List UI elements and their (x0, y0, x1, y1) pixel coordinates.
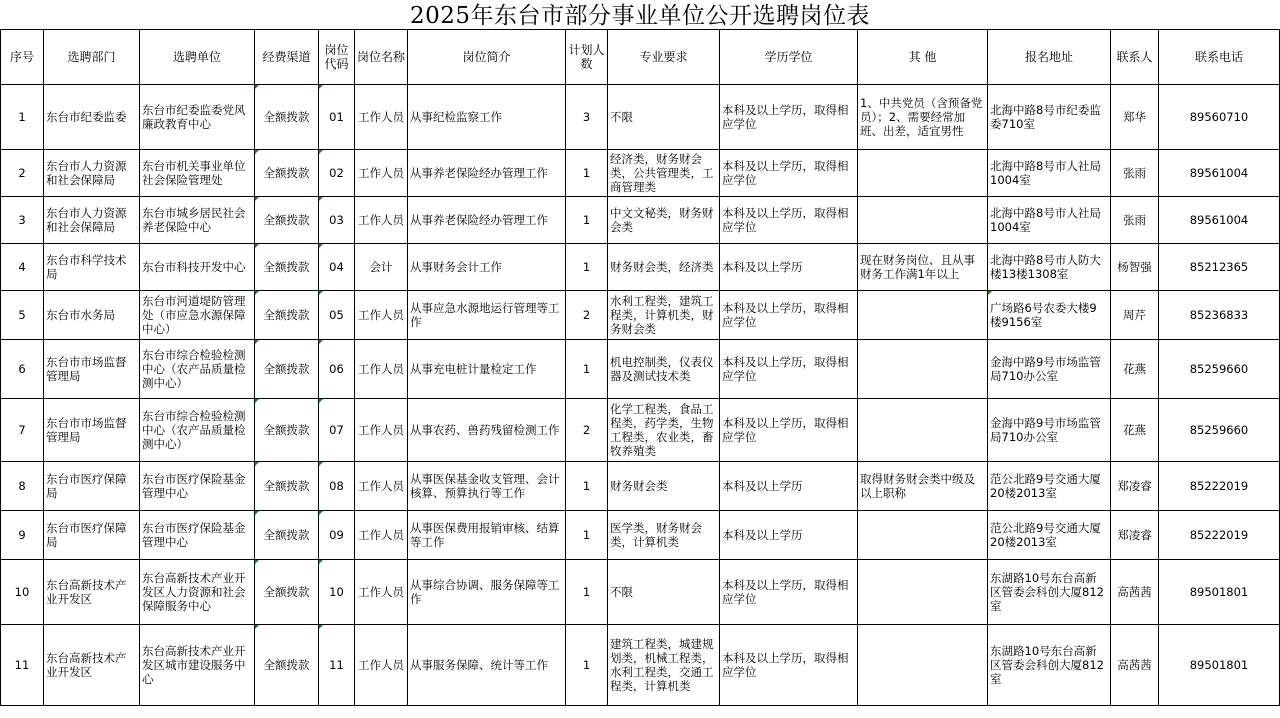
cell-intro: 从事农药、兽药残留检测工作 (408, 399, 566, 462)
cell-addr: 北海中路8号市人社局1004室 (988, 150, 1111, 197)
table-row (1, 340, 1280, 399)
cell-major: 化学工程类，食品工程类，药学类，生物工程类，农业类，畜牧养殖类 (608, 399, 720, 462)
cell-contact: 郑凌睿 (1111, 511, 1159, 560)
cell-unit: 东台市医疗保险基金管理中心 (140, 462, 255, 511)
cell-intro: 从事财务会计工作 (408, 244, 566, 291)
cell-post: 工作人员 (355, 511, 408, 560)
cell-fund: 全额拨款 (255, 560, 319, 625)
cell-phone: 89561004 (1159, 150, 1280, 197)
cell-major: 财务财会类 (608, 462, 720, 511)
cell-unit: 东台高新技术产业开发区城市建设服务中心 (140, 625, 255, 706)
cell-code: 03 (319, 197, 355, 244)
cell-post: 工作人员 (355, 85, 408, 150)
table-row (1, 150, 1280, 197)
cell-unit: 东台市医疗保险基金管理中心 (140, 511, 255, 560)
cell-num: 1 (566, 244, 608, 291)
cell-code: 08 (319, 462, 355, 511)
cell-code: 07 (319, 399, 355, 462)
cell-contact: 杨智强 (1111, 244, 1159, 291)
cell-fund: 全额拨款 (255, 340, 319, 399)
header-cell: 计划人数 (566, 30, 608, 85)
cell-unit: 东台市纪委监委党风廉政教育中心 (140, 85, 255, 150)
cell-intro: 从事充电桩计量检定工作 (408, 340, 566, 399)
cell-major: 中文文秘类，财务财会类 (608, 197, 720, 244)
cell-num: 1 (566, 511, 608, 560)
cell-contact: 高茜茜 (1111, 560, 1159, 625)
cell-edu: 本科及以上学历，取得相应学位 (720, 150, 858, 197)
cell-addr: 东湖路10号东台高新区管委会科创大厦812室 (988, 560, 1111, 625)
page-title: 2025年东台市部分事业单位公开选聘岗位表 (409, 3, 871, 29)
cell-phone: 89501801 (1159, 560, 1280, 625)
cell-dept: 东台高新技术产业开发区 (44, 625, 140, 706)
cell-addr: 北海中路8号市人社局1004室 (988, 197, 1111, 244)
cell-intro: 从事综合协调、服务保障等工作 (408, 560, 566, 625)
cell-unit: 东台市河道堤防管理处（市应急水源保障中心） (140, 291, 255, 340)
cell-contact: 高茜茜 (1111, 625, 1159, 706)
cell-fund: 全额拨款 (255, 197, 319, 244)
cell-intro: 从事纪检监察工作 (408, 85, 566, 150)
cell-phone: 85222019 (1159, 462, 1280, 511)
cell-dept: 东台市医疗保障局 (44, 462, 140, 511)
cell-post: 工作人员 (355, 340, 408, 399)
cell-major: 财务财会类，经济类 (608, 244, 720, 291)
cell-major: 不限 (608, 560, 720, 625)
cell-dept: 东台市人力资源和社会保障局 (44, 197, 140, 244)
cell-dept: 东台市科学技术局 (44, 244, 140, 291)
cell-other (858, 291, 988, 340)
cell-no: 3 (1, 197, 44, 244)
cell-phone: 89561004 (1159, 197, 1280, 244)
cell-other (858, 150, 988, 197)
table-row (1, 85, 1280, 150)
cell-unit: 东台市城乡居民社会养老保险中心 (140, 197, 255, 244)
cell-addr: 广场路6号农委大楼9楼9156室 (988, 291, 1111, 340)
cell-code: 02 (319, 150, 355, 197)
header-cell: 经费渠道 (255, 30, 319, 85)
cell-phone: 85212365 (1159, 244, 1280, 291)
cell-contact: 花燕 (1111, 340, 1159, 399)
table-row (1, 399, 1280, 462)
cell-intro: 从事养老保险经办管理工作 (408, 150, 566, 197)
cell-phone: 85259660 (1159, 340, 1280, 399)
header-cell: 岗位代码 (319, 30, 355, 85)
cell-num: 3 (566, 85, 608, 150)
table-row (1, 291, 1280, 340)
cell-addr: 金海中路9号市场监管局710办公室 (988, 340, 1111, 399)
cell-fund: 全额拨款 (255, 244, 319, 291)
cell-dept: 东台市医疗保障局 (44, 511, 140, 560)
cell-contact: 张雨 (1111, 197, 1159, 244)
cell-addr: 东湖路10号东台高新区管委会科创大厦812室 (988, 625, 1111, 706)
cell-intro: 从事服务保障、统计等工作 (408, 625, 566, 706)
header-cell: 联系电话 (1159, 30, 1280, 85)
cell-phone: 89560710 (1159, 85, 1280, 150)
cell-num: 1 (566, 197, 608, 244)
cell-dept: 东台高新技术产业开发区 (44, 560, 140, 625)
cell-fund: 全额拨款 (255, 625, 319, 706)
header-cell: 学历学位 (720, 30, 858, 85)
cell-edu: 本科及以上学历 (720, 462, 858, 511)
cell-no: 9 (1, 511, 44, 560)
cell-fund: 全额拨款 (255, 511, 319, 560)
cell-other (858, 625, 988, 706)
cell-edu: 本科及以上学历 (720, 511, 858, 560)
cell-post: 工作人员 (355, 399, 408, 462)
cell-num: 2 (566, 399, 608, 462)
cell-no: 10 (1, 560, 44, 625)
cell-num: 1 (566, 560, 608, 625)
cell-phone: 85236833 (1159, 291, 1280, 340)
table-row (1, 197, 1280, 244)
header-cell: 专业要求 (608, 30, 720, 85)
cell-no: 11 (1, 625, 44, 706)
cell-num: 2 (566, 291, 608, 340)
cell-unit: 东台市机关事业单位社会保险管理处 (140, 150, 255, 197)
cell-code: 01 (319, 85, 355, 150)
cell-phone: 89501801 (1159, 625, 1280, 706)
cell-edu: 本科及以上学历，取得相应学位 (720, 625, 858, 706)
cell-contact: 花燕 (1111, 399, 1159, 462)
cell-addr: 金海中路9号市场监管局710办公室 (988, 399, 1111, 462)
cell-phone: 85259660 (1159, 399, 1280, 462)
header-cell: 选聘部门 (44, 30, 140, 85)
cell-post: 工作人员 (355, 462, 408, 511)
header-cell: 选聘单位 (140, 30, 255, 85)
cell-edu: 本科及以上学历，取得相应学位 (720, 197, 858, 244)
cell-major: 建筑工程类，城建规划类，机械工程类，水利工程类，交通工程类，计算机类 (608, 625, 720, 706)
cell-intro: 从事医保费用报销审核、结算等工作 (408, 511, 566, 560)
cell-other: 1、中共党员（含预备党员）；2、需要经常加班、出差，适宜男性 (858, 85, 988, 150)
cell-dept: 东台市市场监督管理局 (44, 340, 140, 399)
cell-no: 6 (1, 340, 44, 399)
cell-addr: 北海中路8号市人防大楼13楼1308室 (988, 244, 1111, 291)
cell-major: 机电控制类，仪表仪器及测试技术类 (608, 340, 720, 399)
cell-other (858, 399, 988, 462)
cell-contact: 郑凌睿 (1111, 462, 1159, 511)
cell-code: 09 (319, 511, 355, 560)
cell-addr: 范公北路9号交通大厦20楼2013室 (988, 462, 1111, 511)
cell-fund: 全额拨款 (255, 462, 319, 511)
header-cell: 岗位名称 (355, 30, 408, 85)
header-row (1, 30, 1280, 85)
cell-addr: 北海中路8号市纪委监委710室 (988, 85, 1111, 150)
cell-dept: 东台市纪委监委 (44, 85, 140, 150)
cell-num: 1 (566, 625, 608, 706)
cell-edu: 本科及以上学历，取得相应学位 (720, 399, 858, 462)
cell-post: 工作人员 (355, 625, 408, 706)
cell-other (858, 340, 988, 399)
cell-fund: 全额拨款 (255, 85, 319, 150)
cell-major: 医学类，财务财会类，计算机类 (608, 511, 720, 560)
cell-intro: 从事医保基金收支管理、会计核算、预算执行等工作 (408, 462, 566, 511)
cell-contact: 郑华 (1111, 85, 1159, 150)
cell-post: 工作人员 (355, 150, 408, 197)
cell-addr: 范公北路9号交通大厦20楼2013室 (988, 511, 1111, 560)
table-row (1, 625, 1280, 706)
cell-post: 工作人员 (355, 291, 408, 340)
cell-no: 7 (1, 399, 44, 462)
table-row (1, 462, 1280, 511)
cell-fund: 全额拨款 (255, 399, 319, 462)
table-row (1, 244, 1280, 291)
header-cell: 序号 (1, 30, 44, 85)
cell-unit: 东台市综合检验检测中心（农产品质量检测中心） (140, 340, 255, 399)
cell-edu: 本科及以上学历，取得相应学位 (720, 85, 858, 150)
cell-unit: 东台市科技开发中心 (140, 244, 255, 291)
cell-dept: 东台市市场监督管理局 (44, 399, 140, 462)
header-cell: 其 他 (858, 30, 988, 85)
positions-table (0, 29, 1280, 706)
header-cell: 报名地址 (988, 30, 1111, 85)
cell-code: 11 (319, 625, 355, 706)
cell-num: 1 (566, 462, 608, 511)
cell-no: 4 (1, 244, 44, 291)
cell-unit: 东台高新技术产业开发区人力资源和社会保障服务中心 (140, 560, 255, 625)
cell-code: 05 (319, 291, 355, 340)
cell-major: 经济类，财务财会类，公共管理类，工商管理类 (608, 150, 720, 197)
cell-edu: 本科及以上学历 (720, 244, 858, 291)
cell-other (858, 197, 988, 244)
cell-other (858, 560, 988, 625)
cell-code: 10 (319, 560, 355, 625)
cell-code: 06 (319, 340, 355, 399)
header-cell: 岗位简介 (408, 30, 566, 85)
cell-code: 04 (319, 244, 355, 291)
cell-no: 2 (1, 150, 44, 197)
cell-other (858, 511, 988, 560)
table-row (1, 560, 1280, 625)
cell-intro: 从事养老保险经办管理工作 (408, 197, 566, 244)
cell-intro: 从事应急水源地运行管理等工作 (408, 291, 566, 340)
cell-contact: 周芹 (1111, 291, 1159, 340)
cell-dept: 东台市水务局 (44, 291, 140, 340)
cell-edu: 本科及以上学历，取得相应学位 (720, 340, 858, 399)
cell-edu: 本科及以上学历，取得相应学位 (720, 291, 858, 340)
cell-edu: 本科及以上学历，取得相应学位 (720, 560, 858, 625)
cell-no: 5 (1, 291, 44, 340)
cell-no: 8 (1, 462, 44, 511)
cell-other: 现在财务岗位、且从事财务工作满1年以上 (858, 244, 988, 291)
cell-post: 工作人员 (355, 197, 408, 244)
cell-post: 会计 (355, 244, 408, 291)
cell-major: 不限 (608, 85, 720, 150)
table-row (1, 511, 1280, 560)
cell-phone: 85222019 (1159, 511, 1280, 560)
cell-fund: 全额拨款 (255, 291, 319, 340)
cell-fund: 全额拨款 (255, 150, 319, 197)
cell-unit: 东台市综合检验检测中心（农产品质量检测中心） (140, 399, 255, 462)
cell-major: 水利工程类，建筑工程类，计算机类，财务财会类 (608, 291, 720, 340)
cell-num: 1 (566, 150, 608, 197)
cell-other: 取得财务财会类中级及以上职称 (858, 462, 988, 511)
cell-no: 1 (1, 85, 44, 150)
cell-dept: 东台市人力资源和社会保障局 (44, 150, 140, 197)
cell-contact: 张雨 (1111, 150, 1159, 197)
cell-num: 1 (566, 340, 608, 399)
header-cell: 联系人 (1111, 30, 1159, 85)
cell-post: 工作人员 (355, 560, 408, 625)
